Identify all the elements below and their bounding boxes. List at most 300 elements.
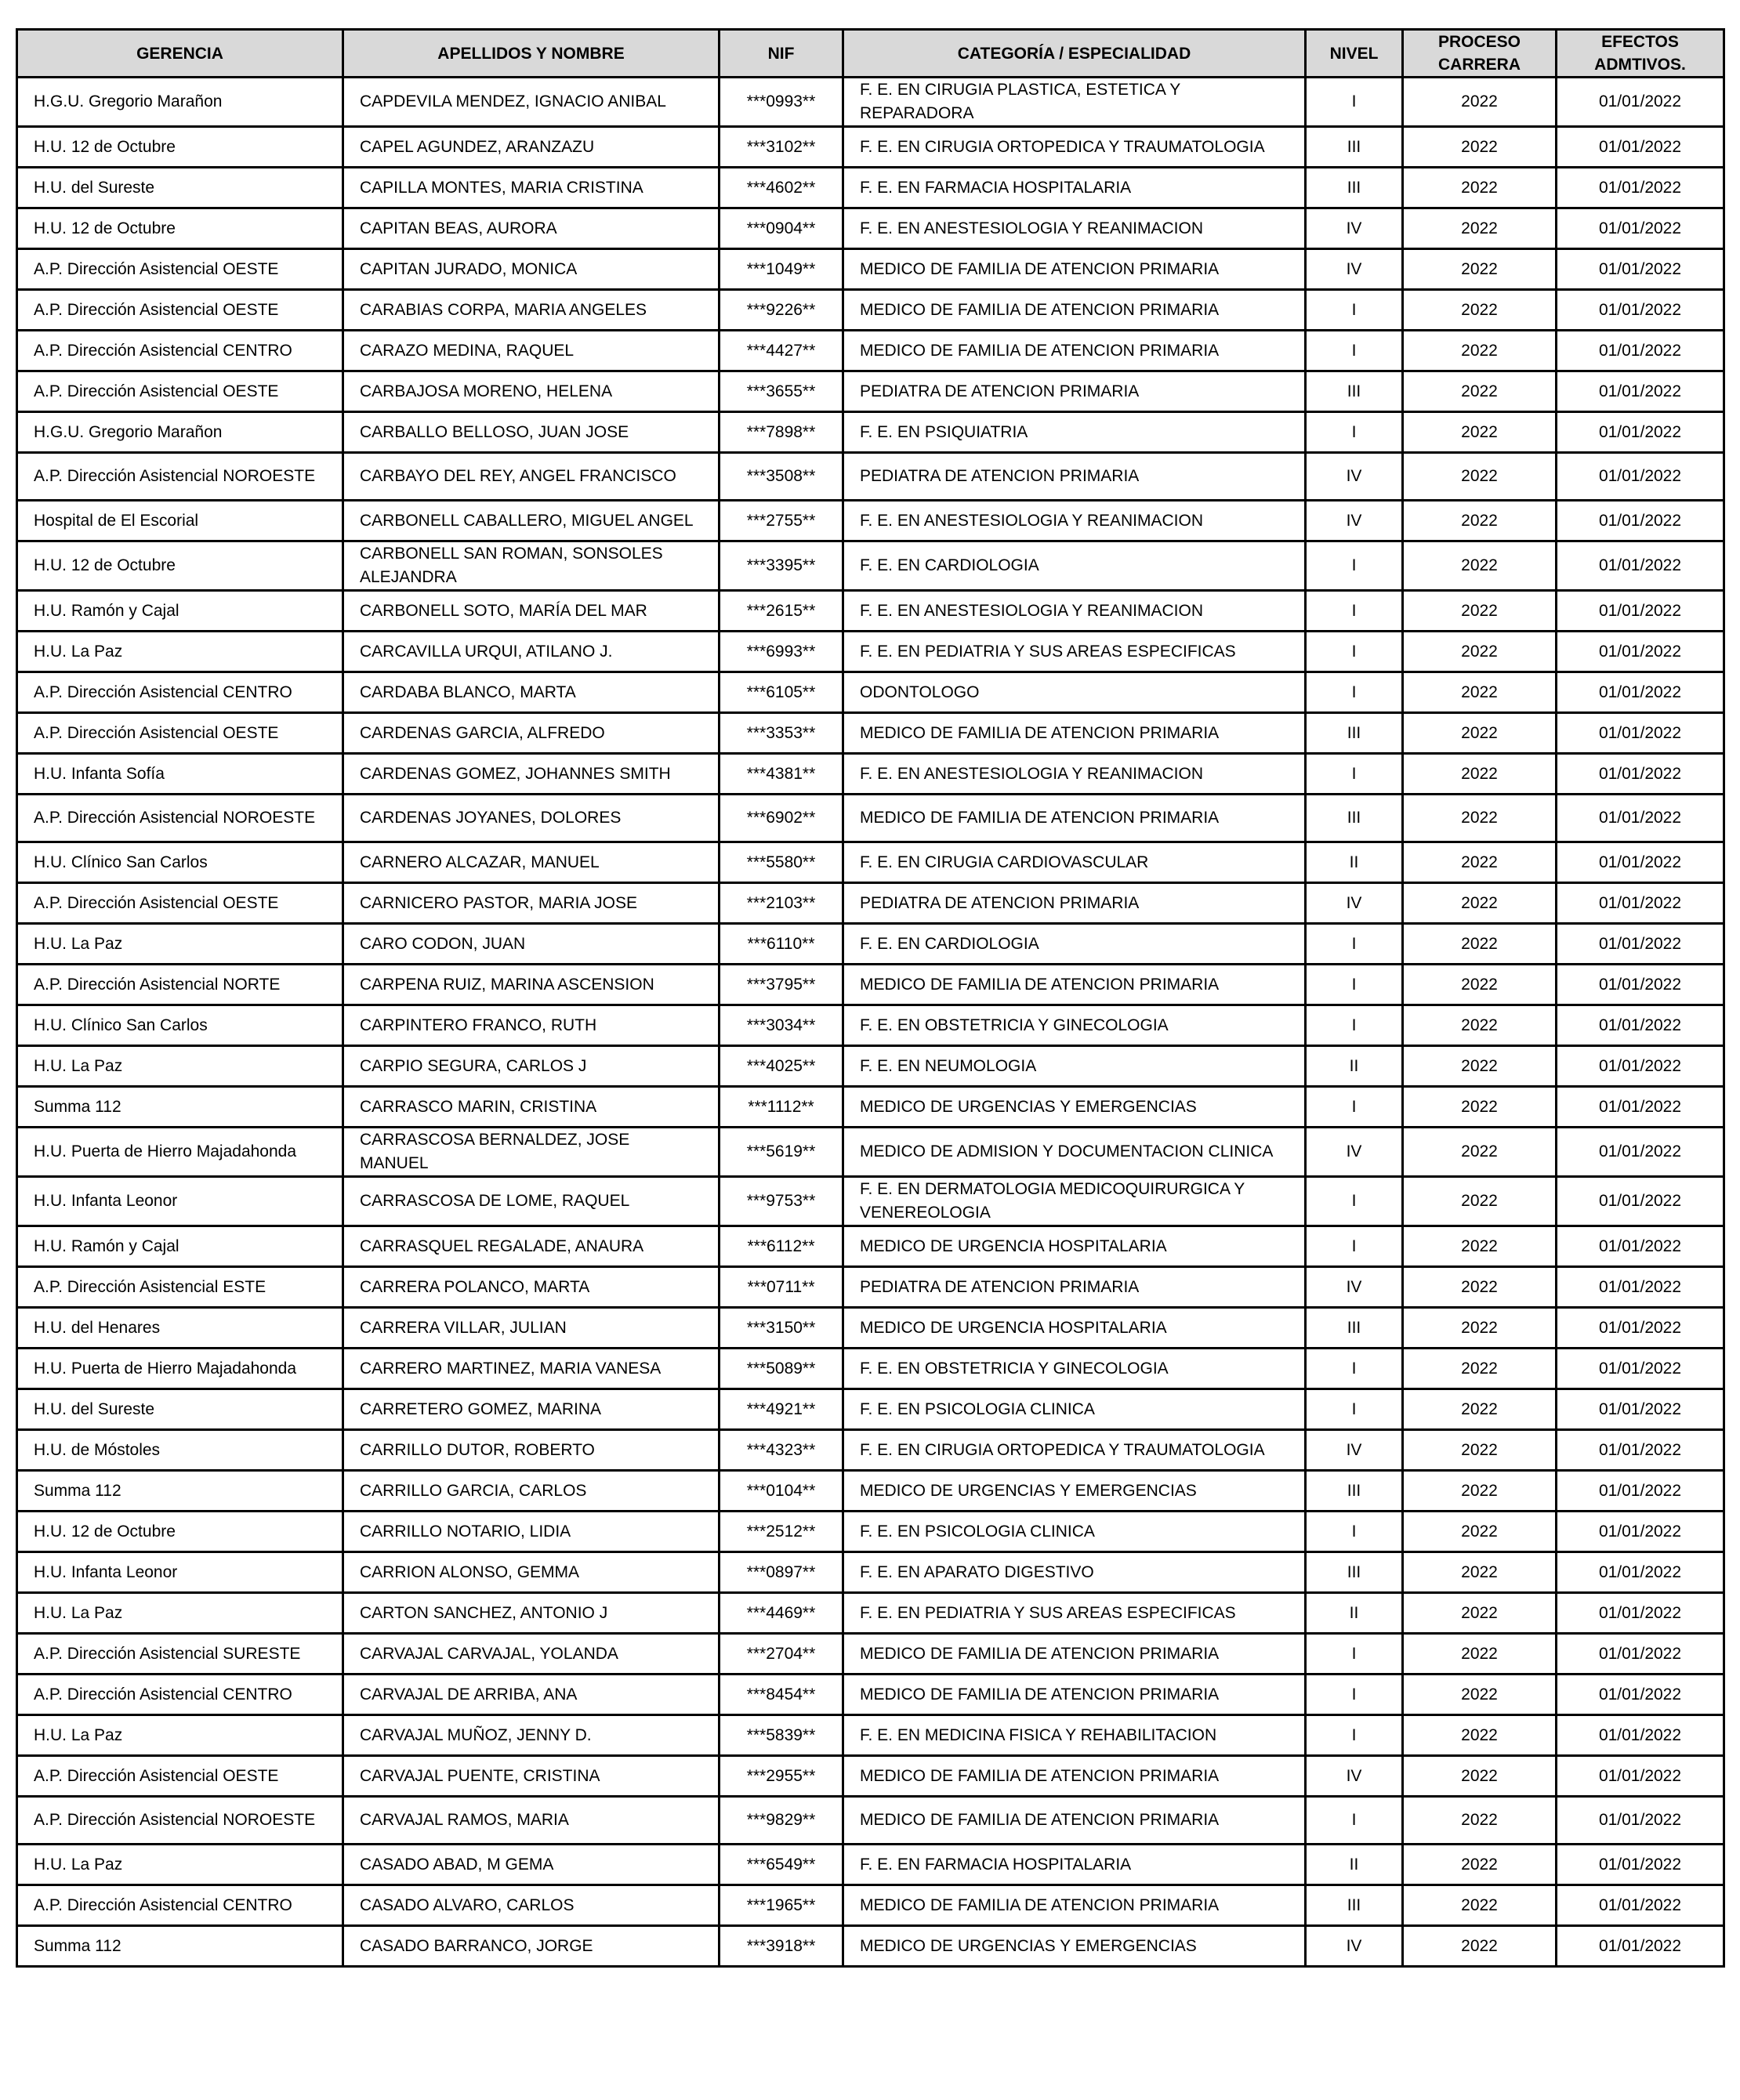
cell-efectos-admtivos: 01/01/2022 [1557,78,1724,127]
cell-categoria: F. E. EN CIRUGIA ORTOPEDICA Y TRAUMATOLOGIA [843,127,1306,168]
cell-categoria: MEDICO DE FAMILIA DE ATENCION PRIMARIA [843,1634,1306,1675]
cell-gerencia: A.P. Dirección Asistencial ESTE [17,1267,343,1308]
cell-efectos-admtivos: 01/01/2022 [1557,127,1724,168]
cell-nivel: III [1306,1552,1403,1593]
cell-proceso-carrera: 2022 [1403,1267,1557,1308]
cell-categoria: F. E. EN PSIQUIATRIA [843,412,1306,453]
cell-apellidos-nombre: CARBONELL SOTO, MARÍA DEL MAR [343,591,720,632]
cell-nif: ***3655** [720,371,843,412]
cell-proceso-carrera: 2022 [1403,924,1557,965]
cell-nivel: III [1306,1885,1403,1926]
cell-nivel: IV [1306,249,1403,290]
cell-nivel: I [1306,1005,1403,1046]
cell-apellidos-nombre: CARRILLO GARCIA, CARLOS [343,1471,720,1512]
cell-efectos-admtivos: 01/01/2022 [1557,1226,1724,1267]
cell-proceso-carrera: 2022 [1403,1797,1557,1845]
cell-nif: ***3102** [720,127,843,168]
cell-apellidos-nombre: CARCAVILLA URQUI, ATILANO J. [343,632,720,672]
table-row [17,1046,1724,1087]
cell-apellidos-nombre: CARDENAS GOMEZ, JOHANNES SMITH [343,754,720,795]
cell-efectos-admtivos: 01/01/2022 [1557,1552,1724,1593]
cell-gerencia: H.U. Ramón y Cajal [17,591,343,632]
cell-efectos-admtivos: 01/01/2022 [1557,1593,1724,1634]
cell-efectos-admtivos: 01/01/2022 [1557,591,1724,632]
header-row [17,30,1724,78]
cell-categoria: MEDICO DE FAMILIA DE ATENCION PRIMARIA [843,795,1306,842]
cell-apellidos-nombre: CARBONELL CABALLERO, MIGUEL ANGEL [343,501,720,541]
cell-nif: ***8454** [720,1675,843,1715]
cell-categoria: F. E. EN ANESTESIOLOGIA Y REANIMACION [843,208,1306,249]
cell-gerencia: H.G.U. Gregorio Marañon [17,78,343,127]
cell-categoria: F. E. EN CARDIOLOGIA [843,541,1306,591]
cell-apellidos-nombre: CARNERO ALCAZAR, MANUEL [343,842,720,883]
cell-gerencia: H.U. Clínico San Carlos [17,842,343,883]
cell-proceso-carrera: 2022 [1403,1885,1557,1926]
cell-efectos-admtivos: 01/01/2022 [1557,1715,1724,1756]
cell-efectos-admtivos: 01/01/2022 [1557,249,1724,290]
table-row [17,842,1724,883]
cell-nivel: I [1306,541,1403,591]
cell-proceso-carrera: 2022 [1403,754,1557,795]
cell-efectos-admtivos: 01/01/2022 [1557,1177,1724,1226]
table-row [17,127,1724,168]
cell-efectos-admtivos: 01/01/2022 [1557,1512,1724,1552]
cell-nivel: I [1306,290,1403,331]
cell-categoria: PEDIATRA DE ATENCION PRIMARIA [843,371,1306,412]
cell-efectos-admtivos: 01/01/2022 [1557,1926,1724,1967]
header-nivel: NIVEL [1306,30,1403,78]
cell-nif: ***4323** [720,1430,843,1471]
cell-categoria: PEDIATRA DE ATENCION PRIMARIA [843,453,1306,501]
cell-categoria: MEDICO DE FAMILIA DE ATENCION PRIMARIA [843,713,1306,754]
table-row [17,754,1724,795]
cell-proceso-carrera: 2022 [1403,1552,1557,1593]
table-row [17,1005,1724,1046]
cell-efectos-admtivos: 01/01/2022 [1557,208,1724,249]
cell-gerencia: A.P. Dirección Asistencial OESTE [17,290,343,331]
cell-nif: ***6110** [720,924,843,965]
cell-proceso-carrera: 2022 [1403,1471,1557,1512]
cell-efectos-admtivos: 01/01/2022 [1557,1756,1724,1797]
cell-apellidos-nombre: CAPITAN JURADO, MONICA [343,249,720,290]
cell-nif: ***4025** [720,1046,843,1087]
cell-apellidos-nombre: CARRION ALONSO, GEMMA [343,1552,720,1593]
cell-efectos-admtivos: 01/01/2022 [1557,713,1724,754]
cell-apellidos-nombre: CARBALLO BELLOSO, JUAN JOSE [343,412,720,453]
cell-gerencia: A.P. Dirección Asistencial NOROESTE [17,1797,343,1845]
cell-gerencia: A.P. Dirección Asistencial OESTE [17,249,343,290]
cell-nivel: I [1306,331,1403,371]
cell-efectos-admtivos: 01/01/2022 [1557,1267,1724,1308]
cell-categoria: F. E. EN FARMACIA HOSPITALARIA [843,1845,1306,1885]
cell-efectos-admtivos: 01/01/2022 [1557,1005,1724,1046]
table-body [17,78,1724,1967]
header-gerencia: GERENCIA [17,30,343,78]
cell-nif: ***2704** [720,1634,843,1675]
cell-nivel: I [1306,1634,1403,1675]
cell-efectos-admtivos: 01/01/2022 [1557,453,1724,501]
cell-nif: ***4381** [720,754,843,795]
cell-nivel: I [1306,1087,1403,1128]
table-row [17,208,1724,249]
table-row [17,1389,1724,1430]
cell-efectos-admtivos: 01/01/2022 [1557,1430,1724,1471]
cell-nif: ***3795** [720,965,843,1005]
cell-apellidos-nombre: CARRILLO NOTARIO, LIDIA [343,1512,720,1552]
table-row [17,453,1724,501]
cell-proceso-carrera: 2022 [1403,842,1557,883]
table-row [17,78,1724,127]
cell-nif: ***1965** [720,1885,843,1926]
cell-apellidos-nombre: CARPENA RUIZ, MARINA ASCENSION [343,965,720,1005]
cell-nif: ***0904** [720,208,843,249]
header-proceso-carrera: PROCESO CARRERA [1403,30,1557,78]
cell-nif: ***0104** [720,1471,843,1512]
cell-apellidos-nombre: CARPINTERO FRANCO, RUTH [343,1005,720,1046]
cell-gerencia: A.P. Dirección Asistencial CENTRO [17,1675,343,1715]
cell-gerencia: H.U. del Sureste [17,1389,343,1430]
cell-nif: ***4921** [720,1389,843,1430]
cell-apellidos-nombre: CARVAJAL RAMOS, MARIA [343,1797,720,1845]
cell-nif: ***6993** [720,632,843,672]
cell-apellidos-nombre: CARBAJOSA MORENO, HELENA [343,371,720,412]
cell-efectos-admtivos: 01/01/2022 [1557,412,1724,453]
cell-nif: ***2615** [720,591,843,632]
cell-gerencia: A.P. Dirección Asistencial CENTRO [17,1885,343,1926]
table-row [17,541,1724,591]
cell-categoria: F. E. EN ANESTESIOLOGIA Y REANIMACION [843,501,1306,541]
table-row [17,672,1724,713]
cell-apellidos-nombre: CARRERA POLANCO, MARTA [343,1267,720,1308]
cell-apellidos-nombre: CARVAJAL PUENTE, CRISTINA [343,1756,720,1797]
table-row [17,331,1724,371]
table-row [17,1634,1724,1675]
cell-categoria: MEDICO DE FAMILIA DE ATENCION PRIMARIA [843,290,1306,331]
cell-gerencia: H.U. La Paz [17,1715,343,1756]
cell-categoria: MEDICO DE URGENCIA HOSPITALARIA [843,1226,1306,1267]
cell-apellidos-nombre: CARRILLO DUTOR, ROBERTO [343,1430,720,1471]
cell-categoria: F. E. EN ANESTESIOLOGIA Y REANIMACION [843,591,1306,632]
cell-categoria: F. E. EN CIRUGIA PLASTICA, ESTETICA Y REPARADORA [843,78,1306,127]
cell-categoria: F. E. EN APARATO DIGESTIVO [843,1552,1306,1593]
cell-proceso-carrera: 2022 [1403,1845,1557,1885]
cell-nif: ***9753** [720,1177,843,1226]
cell-nivel: IV [1306,453,1403,501]
cell-categoria: MEDICO DE FAMILIA DE ATENCION PRIMARIA [843,331,1306,371]
table-row [17,168,1724,208]
cell-categoria: MEDICO DE FAMILIA DE ATENCION PRIMARIA [843,1797,1306,1845]
table-row [17,1308,1724,1349]
cell-proceso-carrera: 2022 [1403,1389,1557,1430]
cell-proceso-carrera: 2022 [1403,1634,1557,1675]
cell-gerencia: Summa 112 [17,1926,343,1967]
cell-gerencia: H.U. Infanta Leonor [17,1177,343,1226]
cell-nif: ***5580** [720,842,843,883]
cell-gerencia: A.P. Dirección Asistencial OESTE [17,713,343,754]
table-row [17,1226,1724,1267]
cell-categoria: F. E. EN PSICOLOGIA CLINICA [843,1512,1306,1552]
cell-gerencia: H.U. de Móstoles [17,1430,343,1471]
cell-proceso-carrera: 2022 [1403,541,1557,591]
cell-nif: ***1049** [720,249,843,290]
cell-categoria: F. E. EN PEDIATRIA Y SUS AREAS ESPECIFICAS [843,632,1306,672]
table-row [17,1926,1724,1967]
cell-gerencia: H.U. La Paz [17,1046,343,1087]
table-row [17,501,1724,541]
header-efectos-admtivos: EFECTOS ADMTIVOS. [1557,30,1724,78]
cell-categoria: F. E. EN CIRUGIA ORTOPEDICA Y TRAUMATOLOGIA [843,1430,1306,1471]
cell-proceso-carrera: 2022 [1403,1593,1557,1634]
table-row [17,795,1724,842]
cell-categoria: MEDICO DE FAMILIA DE ATENCION PRIMARIA [843,1675,1306,1715]
cell-categoria: MEDICO DE FAMILIA DE ATENCION PRIMARIA [843,249,1306,290]
cell-apellidos-nombre: CARVAJAL CARVAJAL, YOLANDA [343,1634,720,1675]
table-row [17,1128,1724,1177]
cell-efectos-admtivos: 01/01/2022 [1557,1675,1724,1715]
cell-apellidos-nombre: CARRASCOSA DE LOME, RAQUEL [343,1177,720,1226]
cell-nivel: I [1306,754,1403,795]
cell-categoria: F. E. EN DERMATOLOGIA MEDICOQUIRURGICA Y VENEREOLOGIA [843,1177,1306,1226]
cell-proceso-carrera: 2022 [1403,127,1557,168]
cell-proceso-carrera: 2022 [1403,1128,1557,1177]
cell-nivel: III [1306,795,1403,842]
cell-apellidos-nombre: CAPDEVILA MENDEZ, IGNACIO ANIBAL [343,78,720,127]
table-row [17,965,1724,1005]
cell-categoria: F. E. EN OBSTETRICIA Y GINECOLOGIA [843,1349,1306,1389]
header-categoria: CATEGORÍA / ESPECIALIDAD [843,30,1306,78]
cell-apellidos-nombre: CARVAJAL DE ARRIBA, ANA [343,1675,720,1715]
cell-gerencia: H.U. Puerta de Hierro Majadahonda [17,1349,343,1389]
cell-categoria: F. E. EN PSICOLOGIA CLINICA [843,1389,1306,1430]
cell-nivel: II [1306,1845,1403,1885]
cell-nif: ***3508** [720,453,843,501]
cell-gerencia: H.U. Infanta Sofía [17,754,343,795]
cell-nivel: IV [1306,208,1403,249]
cell-nivel: IV [1306,1128,1403,1177]
cell-efectos-admtivos: 01/01/2022 [1557,754,1724,795]
cell-efectos-admtivos: 01/01/2022 [1557,371,1724,412]
cell-nivel: IV [1306,1926,1403,1967]
cell-gerencia: A.P. Dirección Asistencial NOROESTE [17,453,343,501]
cell-apellidos-nombre: CAPITAN BEAS, AURORA [343,208,720,249]
cell-proceso-carrera: 2022 [1403,331,1557,371]
cell-proceso-carrera: 2022 [1403,1512,1557,1552]
cell-proceso-carrera: 2022 [1403,795,1557,842]
cell-proceso-carrera: 2022 [1403,1177,1557,1226]
cell-gerencia: H.U. 12 de Octubre [17,1512,343,1552]
cell-efectos-admtivos: 01/01/2022 [1557,331,1724,371]
cell-efectos-admtivos: 01/01/2022 [1557,1349,1724,1389]
cell-apellidos-nombre: CARBONELL SAN ROMAN, SONSOLES ALEJANDRA [343,541,720,591]
table-row [17,290,1724,331]
header-nif: NIF [720,30,843,78]
cell-nif: ***0711** [720,1267,843,1308]
cell-categoria: MEDICO DE ADMISION Y DOCUMENTACION CLINICA [843,1128,1306,1177]
table-row [17,591,1724,632]
cell-gerencia: H.U. del Sureste [17,168,343,208]
cell-nif: ***0993** [720,78,843,127]
cell-efectos-admtivos: 01/01/2022 [1557,1128,1724,1177]
cell-nivel: IV [1306,883,1403,924]
cell-nif: ***4602** [720,168,843,208]
table-row [17,1349,1724,1389]
cell-nif: ***4469** [720,1593,843,1634]
cell-nivel: I [1306,1675,1403,1715]
table-row [17,924,1724,965]
cell-nivel: II [1306,1593,1403,1634]
cell-nivel: I [1306,672,1403,713]
cell-proceso-carrera: 2022 [1403,1046,1557,1087]
cell-categoria: MEDICO DE URGENCIA HOSPITALARIA [843,1308,1306,1349]
cell-gerencia: H.U. 12 de Octubre [17,208,343,249]
cell-gerencia: A.P. Dirección Asistencial CENTRO [17,331,343,371]
cell-apellidos-nombre: CARO CODON, JUAN [343,924,720,965]
cell-gerencia: H.U. Ramón y Cajal [17,1226,343,1267]
cell-apellidos-nombre: CARRASQUEL REGALADE, ANAURA [343,1226,720,1267]
cell-nif: ***0897** [720,1552,843,1593]
cell-proceso-carrera: 2022 [1403,412,1557,453]
table-row [17,412,1724,453]
cell-proceso-carrera: 2022 [1403,1675,1557,1715]
table-row [17,1593,1724,1634]
cell-categoria: F. E. EN PEDIATRIA Y SUS AREAS ESPECIFICAS [843,1593,1306,1634]
cell-apellidos-nombre: CARVAJAL MUÑOZ, JENNY D. [343,1715,720,1756]
cell-apellidos-nombre: CARDENAS GARCIA, ALFREDO [343,713,720,754]
cell-nivel: I [1306,1177,1403,1226]
cell-proceso-carrera: 2022 [1403,249,1557,290]
cell-gerencia: H.U. La Paz [17,924,343,965]
cell-nivel: III [1306,371,1403,412]
cell-categoria: ODONTOLOGO [843,672,1306,713]
cell-nif: ***3918** [720,1926,843,1967]
cell-efectos-admtivos: 01/01/2022 [1557,501,1724,541]
cell-nivel: I [1306,1389,1403,1430]
table-row [17,1797,1724,1845]
cell-apellidos-nombre: CAPILLA MONTES, MARIA CRISTINA [343,168,720,208]
cell-nivel: I [1306,412,1403,453]
cell-proceso-carrera: 2022 [1403,1715,1557,1756]
cell-gerencia: Hospital de El Escorial [17,501,343,541]
table-row [17,1177,1724,1226]
cell-gerencia: A.P. Dirección Asistencial NORTE [17,965,343,1005]
cell-efectos-admtivos: 01/01/2022 [1557,842,1724,883]
cell-apellidos-nombre: CAPEL AGUNDEZ, ARANZAZU [343,127,720,168]
cell-efectos-admtivos: 01/01/2022 [1557,168,1724,208]
cell-categoria: F. E. EN NEUMOLOGIA [843,1046,1306,1087]
cell-gerencia: A.P. Dirección Asistencial NOROESTE [17,795,343,842]
cell-nif: ***7898** [720,412,843,453]
cell-gerencia: A.P. Dirección Asistencial OESTE [17,883,343,924]
cell-categoria: MEDICO DE URGENCIAS Y EMERGENCIAS [843,1926,1306,1967]
cell-apellidos-nombre: CARRASCO MARIN, CRISTINA [343,1087,720,1128]
cell-nif: ***9829** [720,1797,843,1845]
cell-gerencia: H.G.U. Gregorio Marañon [17,412,343,453]
cell-efectos-admtivos: 01/01/2022 [1557,1308,1724,1349]
cell-nivel: I [1306,1226,1403,1267]
cell-proceso-carrera: 2022 [1403,1926,1557,1967]
table-row [17,1885,1724,1926]
table-row [17,1267,1724,1308]
cell-proceso-carrera: 2022 [1403,371,1557,412]
cell-gerencia: A.P. Dirección Asistencial OESTE [17,371,343,412]
cell-nif: ***6112** [720,1226,843,1267]
cell-categoria: MEDICO DE URGENCIAS Y EMERGENCIAS [843,1087,1306,1128]
cell-nivel: IV [1306,1430,1403,1471]
cell-nivel: I [1306,965,1403,1005]
cell-gerencia: H.U. Puerta de Hierro Majadahonda [17,1128,343,1177]
cell-efectos-admtivos: 01/01/2022 [1557,1797,1724,1845]
cell-proceso-carrera: 2022 [1403,78,1557,127]
cell-proceso-carrera: 2022 [1403,591,1557,632]
cell-categoria: PEDIATRA DE ATENCION PRIMARIA [843,1267,1306,1308]
cell-efectos-admtivos: 01/01/2022 [1557,290,1724,331]
table-row [17,1845,1724,1885]
cell-proceso-carrera: 2022 [1403,1308,1557,1349]
cell-nivel: I [1306,632,1403,672]
cell-nif: ***6549** [720,1845,843,1885]
cell-nivel: II [1306,1046,1403,1087]
cell-proceso-carrera: 2022 [1403,672,1557,713]
cell-nivel: III [1306,127,1403,168]
cell-nivel: I [1306,1797,1403,1845]
cell-proceso-carrera: 2022 [1403,1226,1557,1267]
table-row [17,632,1724,672]
cell-efectos-admtivos: 01/01/2022 [1557,883,1724,924]
cell-apellidos-nombre: CARRERA VILLAR, JULIAN [343,1308,720,1349]
cell-nif: ***4427** [720,331,843,371]
cell-nivel: I [1306,1349,1403,1389]
cell-apellidos-nombre: CARRETERO GOMEZ, MARINA [343,1389,720,1430]
cell-gerencia: Summa 112 [17,1471,343,1512]
cell-proceso-carrera: 2022 [1403,168,1557,208]
cell-gerencia: A.P. Dirección Asistencial CENTRO [17,672,343,713]
cell-gerencia: H.U. La Paz [17,1845,343,1885]
cell-nivel: I [1306,924,1403,965]
cell-nif: ***3034** [720,1005,843,1046]
cell-proceso-carrera: 2022 [1403,501,1557,541]
cell-categoria: MEDICO DE FAMILIA DE ATENCION PRIMARIA [843,1756,1306,1797]
cell-nif: ***3353** [720,713,843,754]
cell-nif: ***2103** [720,883,843,924]
cell-efectos-admtivos: 01/01/2022 [1557,1087,1724,1128]
cell-nif: ***2755** [720,501,843,541]
cell-categoria: MEDICO DE URGENCIAS Y EMERGENCIAS [843,1471,1306,1512]
cell-proceso-carrera: 2022 [1403,632,1557,672]
cell-apellidos-nombre: CARRERO MARTINEZ, MARIA VANESA [343,1349,720,1389]
cell-proceso-carrera: 2022 [1403,713,1557,754]
table-row [17,371,1724,412]
cell-categoria: F. E. EN ANESTESIOLOGIA Y REANIMACION [843,754,1306,795]
cell-efectos-admtivos: 01/01/2022 [1557,924,1724,965]
cell-gerencia: H.U. La Paz [17,632,343,672]
table-row [17,1675,1724,1715]
cell-efectos-admtivos: 01/01/2022 [1557,541,1724,591]
cell-nivel: IV [1306,1267,1403,1308]
cell-proceso-carrera: 2022 [1403,1430,1557,1471]
cell-nivel: IV [1306,1756,1403,1797]
cell-gerencia: H.U. 12 de Octubre [17,127,343,168]
cell-proceso-carrera: 2022 [1403,883,1557,924]
table-row [17,883,1724,924]
cell-nivel: III [1306,168,1403,208]
cell-apellidos-nombre: CARBAYO DEL REY, ANGEL FRANCISCO [343,453,720,501]
table-row [17,1087,1724,1128]
cell-gerencia: Summa 112 [17,1087,343,1128]
cell-proceso-carrera: 2022 [1403,208,1557,249]
cell-categoria: F. E. EN CARDIOLOGIA [843,924,1306,965]
cell-proceso-carrera: 2022 [1403,453,1557,501]
cell-proceso-carrera: 2022 [1403,1756,1557,1797]
